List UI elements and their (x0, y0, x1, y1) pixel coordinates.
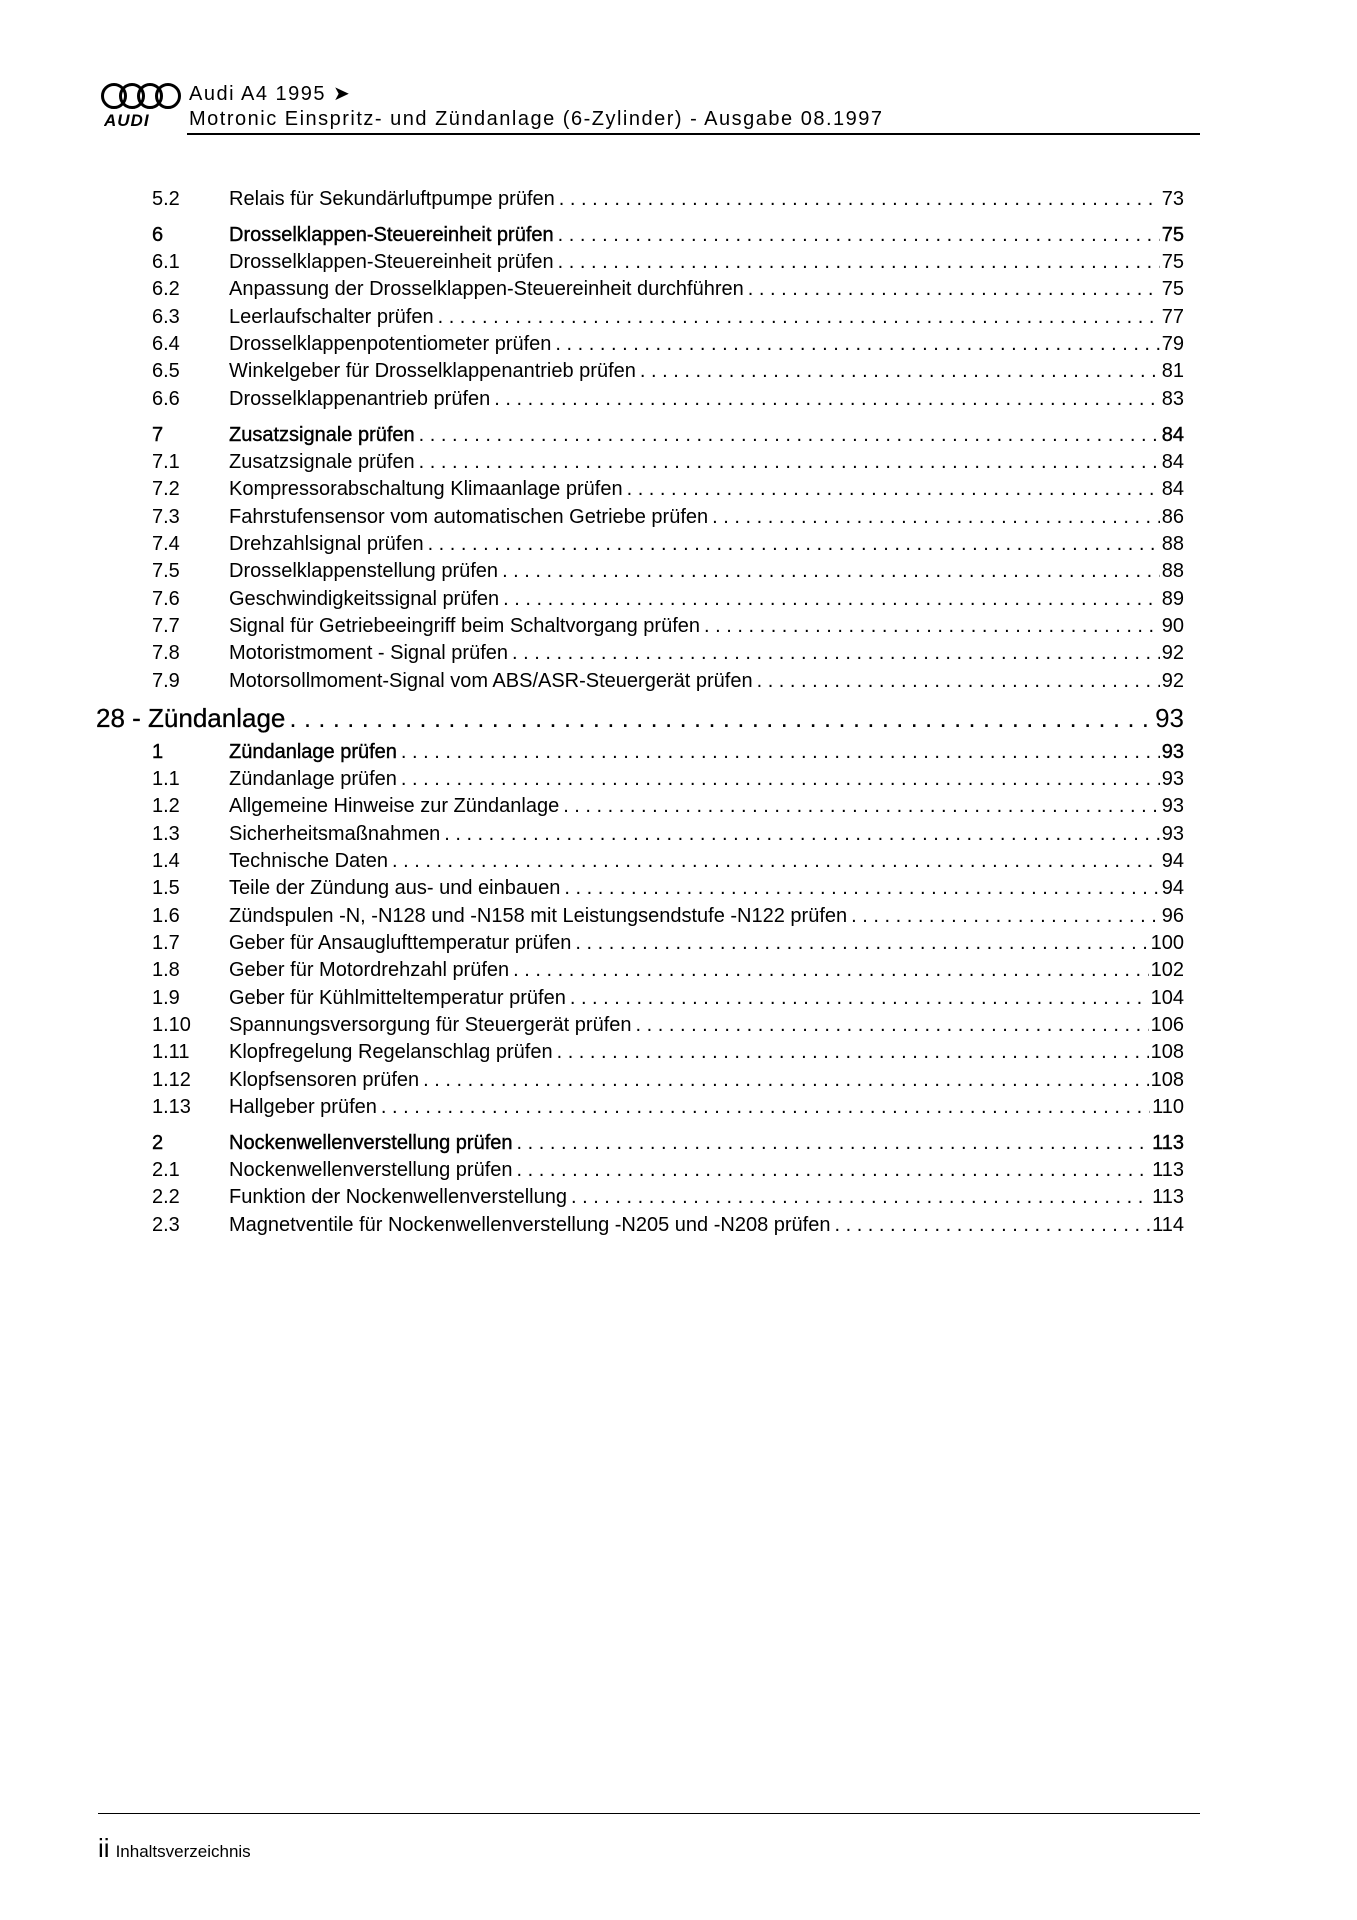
audi-rings-logo (100, 81, 184, 111)
toc-entry-number: 1.11 (152, 1041, 190, 1063)
toc-page-number: 104 (1150, 987, 1184, 1009)
toc-entry-title: Zusatzsignale prüfen (229, 451, 415, 473)
toc-entry-number: 1.10 (152, 1014, 191, 1036)
toc-entry-title: Klopfregelung Regelanschlag prüfen (229, 1041, 553, 1063)
toc-entry-number: 6.2 (152, 278, 180, 300)
toc-page-number: 83 (1161, 388, 1184, 410)
toc-entry-title: Klopfsensoren prüfen (229, 1069, 420, 1091)
toc-dot-leader (636, 1012, 1149, 1038)
header-divider (187, 133, 1200, 135)
audi-wordmark-logo (104, 112, 162, 128)
toc-dot-leader (444, 821, 1160, 847)
page-header (98, 78, 1200, 134)
header-model: Audi A4 1995 ➤ (189, 83, 352, 105)
svg-text:AUDI: AUDI (104, 112, 150, 128)
toc-page-number: 113 (1152, 1186, 1184, 1208)
toc-entry-title: Technische Daten (229, 850, 388, 872)
toc-entry-number: 7.8 (152, 642, 180, 664)
toc-entry-title: Hallgeber prüfen (229, 1096, 377, 1118)
toc-dot-leader (517, 1130, 1151, 1156)
toc-page-number: 94 (1161, 850, 1184, 872)
toc-dot-leader (558, 249, 1160, 275)
toc-page-number: 113 (1152, 1159, 1184, 1181)
toc-entry-number: 6.1 (152, 251, 180, 273)
toc-page-number: 108 (1150, 1069, 1184, 1091)
toc-dot-leader (704, 613, 1160, 639)
toc-page-number: 96 (1161, 905, 1184, 927)
toc-page-number: 93 (1155, 703, 1184, 733)
toc-entry-title: Leerlaufschalter prüfen (229, 306, 434, 328)
toc-entry-title: Drosselklappen-Steuereinheit prüfen (229, 251, 554, 273)
toc-page-number: 73 (1161, 188, 1184, 210)
toc-entry-title: Geber für Kühlmitteltemperatur prüfen (229, 987, 566, 1009)
toc-entry-number: 6 (152, 224, 164, 246)
toc-dot-leader (571, 1184, 1150, 1210)
toc-dot-leader (517, 1157, 1151, 1183)
toc-page-number: 75 (1161, 251, 1184, 273)
toc-page-number: 94 (1161, 877, 1184, 899)
toc-entry-number: 1.5 (152, 877, 180, 899)
toc-entry-number: 7.3 (152, 506, 180, 528)
toc-entry-title: Spannungsversorgung für Steuergerät prüfen (229, 1014, 632, 1036)
toc-chapter-title: 28 - Zündanlage (96, 703, 286, 733)
toc-entry-title: Teile der Zündung aus- und einbauen (229, 877, 561, 899)
toc-page-number: 102 (1150, 959, 1184, 981)
toc-entry-number: 6.3 (152, 306, 180, 328)
toc-entry-title: Drehzahlsignal prüfen (229, 533, 424, 555)
toc-dot-leader (494, 386, 1159, 412)
toc-entry-title: Nockenwellenverstellung prüfen (229, 1132, 513, 1154)
toc-page-number: 89 (1161, 588, 1184, 610)
toc-entry-number: 2.3 (152, 1214, 180, 1236)
toc-entry-title: Nockenwellenverstellung prüfen (229, 1159, 513, 1181)
toc-entry-title: Zusatzsignale prüfen (229, 424, 415, 446)
toc-dot-leader (419, 422, 1160, 448)
toc-entry-title: Sicherheitsmaßnahmen (229, 823, 441, 845)
toc-dot-leader (401, 766, 1160, 792)
toc-dot-leader (834, 1212, 1150, 1238)
toc-dot-leader (289, 702, 1153, 734)
toc-page-number: 81 (1161, 360, 1184, 382)
toc-page-number: 93 (1161, 823, 1184, 845)
toc-entry-title: Motorsollmoment-Signal vom ABS/ASR-Steuergerät prüfen (229, 670, 753, 692)
toc-page-number: 88 (1161, 560, 1184, 582)
toc-dot-leader (640, 358, 1160, 384)
toc-entry-number: 5.2 (152, 188, 180, 210)
toc-dot-leader (423, 1067, 1148, 1093)
toc-page-number: 93 (1161, 795, 1184, 817)
toc-dot-leader (558, 222, 1160, 248)
toc-dot-leader (513, 957, 1148, 983)
page-number: ii (98, 1833, 110, 1863)
toc-dot-leader (438, 304, 1160, 330)
toc-entry-number: 6.5 (152, 360, 180, 382)
toc-entry-number: 1 (152, 741, 164, 763)
toc-page-number: 84 (1161, 478, 1184, 500)
toc-dot-leader (757, 668, 1160, 694)
toc-dot-leader (557, 1039, 1149, 1065)
toc-page-number: 75 (1161, 278, 1184, 300)
toc-entry-number: 2.2 (152, 1186, 180, 1208)
toc-entry-number: 1.6 (152, 905, 180, 927)
toc-entry-title: Signal für Getriebeeingriff beim Schaltvorgang prüfen (229, 615, 701, 637)
toc-page-number: 100 (1150, 932, 1184, 954)
toc-entry-number: 2.1 (152, 1159, 180, 1181)
header-document-title: Motronic Einspritz- und Zündanlage (6-Zylinder) - Ausgabe 08.1997 (189, 108, 884, 130)
toc-dot-leader (559, 186, 1160, 212)
toc-page-number: 86 (1161, 506, 1184, 528)
toc-entry-title: Geschwindigkeitssignal prüfen (229, 588, 500, 610)
toc-dot-leader (712, 504, 1160, 530)
toc-dot-leader (627, 476, 1160, 502)
footer-divider (98, 1813, 1200, 1814)
toc-dot-leader (564, 875, 1159, 901)
toc-dot-leader (503, 586, 1160, 612)
toc-entry-number: 1.13 (152, 1096, 191, 1118)
toc-entry-title: Fahrstufensensor vom automatischen Getriebe prüfen (229, 506, 709, 528)
toc-dot-leader (563, 793, 1160, 819)
toc-dot-leader (502, 558, 1160, 584)
toc-entry-title: Winkelgeber für Drosselklappenantrieb prüfen (229, 360, 636, 382)
toc-page-number: 84 (1161, 424, 1184, 446)
toc-page-number: 114 (1152, 1214, 1184, 1236)
toc-page-number: 88 (1161, 533, 1184, 555)
toc-entry-title: Zündspulen -N, -N128 und -N158 mit Leistungsendstufe -N122 prüfen (229, 905, 848, 927)
toc-entry-number: 1.2 (152, 795, 180, 817)
toc-entry-number: 7.4 (152, 533, 180, 555)
toc-entry-number: 1.3 (152, 823, 180, 845)
toc-dot-leader (851, 903, 1160, 929)
toc-dot-leader (748, 276, 1160, 302)
toc-page-number: 93 (1161, 741, 1184, 763)
toc-entry-number: 1.1 (152, 768, 180, 790)
toc-entry-title: Funktion der Nockenwellenverstellung (229, 1186, 567, 1208)
toc-entry-number: 1.12 (152, 1069, 191, 1091)
toc-entry-title: Magnetventile für Nockenwellenverstellung -N205 und -N208 prüfen (229, 1214, 831, 1236)
toc-page-number: 108 (1150, 1041, 1184, 1063)
toc-entry-title: Zündanlage prüfen (229, 741, 397, 763)
toc-entry-title: Anpassung der Drosselklappen-Steuereinheit durchführen (229, 278, 744, 300)
toc-dot-leader (575, 930, 1148, 956)
toc-entry-title: Geber für Ansauglufttemperatur prüfen (229, 932, 572, 954)
toc-entry-number: 7.5 (152, 560, 180, 582)
toc-entry-title: Kompressorabschaltung Klimaanlage prüfen (229, 478, 623, 500)
toc-page-number: 92 (1161, 670, 1184, 692)
toc-page-number: 79 (1161, 333, 1184, 355)
toc-entry-number: 6.4 (152, 333, 180, 355)
toc-dot-leader (570, 985, 1149, 1011)
toc-dot-leader (428, 531, 1160, 557)
toc-entry-number: 7.9 (152, 670, 180, 692)
toc-entry-number: 6.6 (152, 388, 180, 410)
toc-entry-title: Drosselklappenpotentiometer prüfen (229, 333, 552, 355)
toc-page-number: 75 (1161, 224, 1184, 246)
page-footer (98, 1833, 251, 1864)
toc-entry-title: Drosselklappenstellung prüfen (229, 560, 499, 582)
toc-entry-title: Motoristmoment - Signal prüfen (229, 642, 509, 664)
toc-entry-title: Geber für Motordrehzahl prüfen (229, 959, 510, 981)
toc-entry-number: 1.7 (152, 932, 180, 954)
toc-dot-leader (512, 640, 1160, 666)
toc-page-number: 106 (1150, 1014, 1184, 1036)
toc-entry-title: Drosselklappen-Steuereinheit prüfen (229, 224, 554, 246)
toc-entry-title: Zündanlage prüfen (229, 768, 397, 790)
toc-page-number: 92 (1161, 642, 1184, 664)
toc-entry-number: 2 (152, 1132, 164, 1154)
toc-dot-leader (392, 848, 1160, 874)
toc-entry-number: 7.2 (152, 478, 180, 500)
toc-dot-leader (381, 1094, 1150, 1120)
toc-entry-number: 1.4 (152, 850, 180, 872)
toc-entry-number: 7.6 (152, 588, 180, 610)
toc-page-number: 93 (1161, 768, 1184, 790)
footer-section-label: Inhaltsverzeichnis (115, 1842, 251, 1861)
toc-page-number: 110 (1152, 1096, 1184, 1118)
toc-entry-number: 1.9 (152, 987, 180, 1009)
toc-entry-title: Drosselklappenantrieb prüfen (229, 388, 491, 410)
toc-dot-leader (401, 739, 1160, 765)
toc-entry-number: 1.8 (152, 959, 180, 981)
toc-dot-leader (555, 331, 1159, 357)
toc-entry-title: Allgemeine Hinweise zur Zündanlage (229, 795, 560, 817)
toc-page-number: 113 (1152, 1132, 1184, 1154)
toc-entry-title: Relais für Sekundärluftpumpe prüfen (229, 188, 555, 210)
toc-page-number: 84 (1161, 451, 1184, 473)
toc-page-number: 90 (1161, 615, 1184, 637)
toc-entry-number: 7 (152, 424, 164, 446)
toc-entry-number: 7.7 (152, 615, 180, 637)
toc-page-number: 77 (1161, 306, 1184, 328)
toc-dot-leader (419, 449, 1160, 475)
toc-entry-number: 7.1 (152, 451, 180, 473)
